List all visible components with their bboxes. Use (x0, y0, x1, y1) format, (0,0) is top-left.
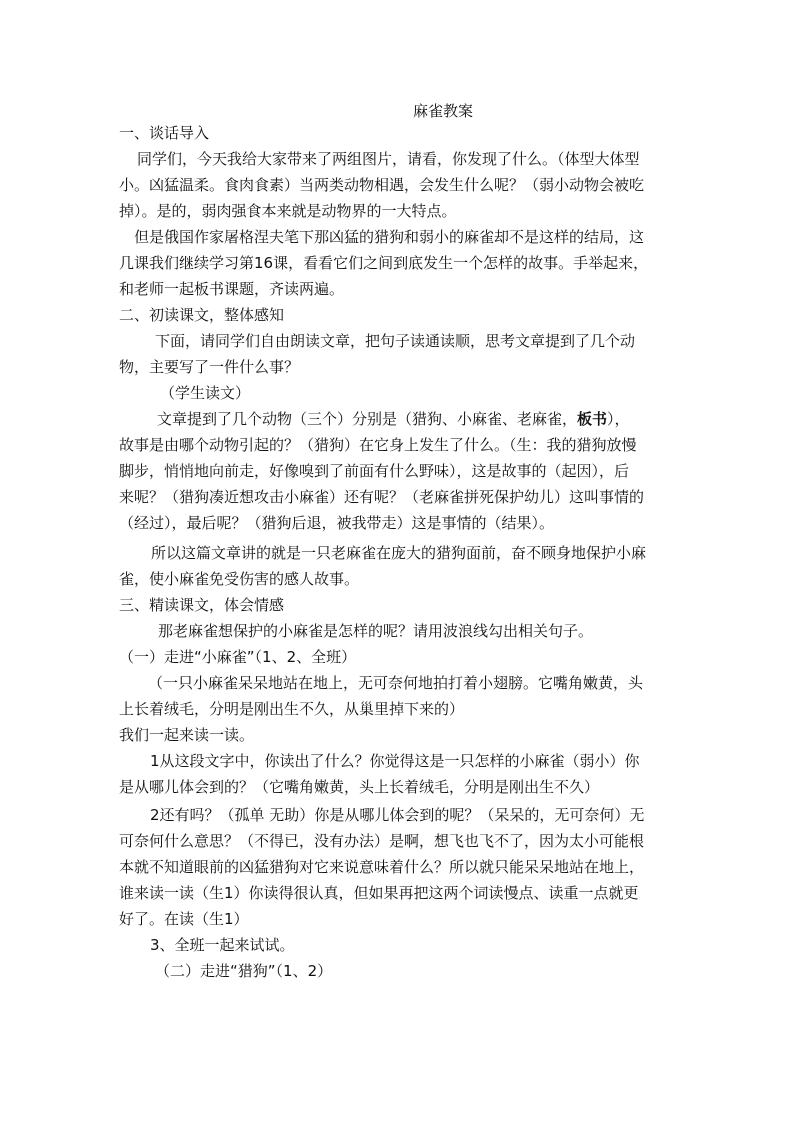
question-3: 3、全班一起来试试。 (150, 936, 295, 954)
animals-text: 文章提到了几个动物（三个）分别是（猎狗、小麻雀、老麻雀， (157, 410, 578, 428)
paragraph-intro-1-cont: 小。凶猛温柔。食肉食素）当两类动物相遇，会发生什么呢？（弱小动物会被吃 掉）。是的，弱肉强食本来就是动物界的一大特点。 (119, 176, 645, 220)
paragraph-summary-cont: 雀，使小麻雀免受伤害的感人故事。 (119, 570, 360, 588)
quote-passage-cont: 上长着绒毛，分明是刚出生不久，从巢里掉下来的） 我们一起来读一读。 (119, 700, 465, 744)
section-heading-2: 二、初读课文，整体感知 (119, 306, 285, 324)
paragraph-animals (157, 406, 630, 432)
paragraph-animals-cont: 故事是由哪个动物引起的？（猎狗）在它身上发生了什么。（生：我的猎狗放慢 脚步，悄悄地向前走，好像嗅到了前面有什么野味），这是故事的（起因），后 来呢？（猎狗凑近想攻击小麻雀）还有呢？（老麻雀拼死保护幼儿）这叫事情的 （经过），最后呢？（猎狗后退，被我带走）这是事情的（结果）。 (119, 436, 645, 532)
paragraph-read-1: 下面，请同学们自由朗读文章，把句子读通读顺，思考文章提到了几个动 (155, 332, 636, 350)
paragraph-intro-2: 但是俄国作家屠格涅夫笔下那凶猛的猎狗和弱小的麻雀却不是这样的结局，这 (134, 228, 645, 246)
paragraph-read-1-cont: 物，主要写了一件什么事？ (119, 358, 300, 376)
question-2-cont: 可奈何什么意思？（不得已，没有办法）是啊，想飞也飞不了，因为太小可能根 本就不知道眼前的凶猛猎狗对它来说意味着什么？所以就只能呆呆地站在地上， 谁来读一读（生1）你读得很认真，但如果再把这两个词读慢点、读重一点就更 好了。在读（生1） (119, 832, 645, 928)
subsection-heading-2: （二）走进“猎狗”（1、2） (155, 962, 333, 980)
paragraph-intro-2-cont: 几课我们继续学习第16课，看看它们之间到底发生一个怎样的故事。手举起来， 和老师一起板书课题，齐读两遍。 (119, 254, 649, 298)
animals-text-end: ）， (607, 410, 630, 428)
section-heading-1: 一、谈话导入 (119, 124, 210, 142)
question-1: 1从这段文字中，你读出了什么？你觉得这是一只怎样的小麻雀（弱小）你 (150, 752, 640, 770)
paragraph-intro-1: 同学们，今天我给大家带来了两组图片，请看，你发现了什么。（体型大体型 (137, 150, 640, 168)
paragraph-question-intro: 那老麻雀想保护的小麻雀是怎样的呢？请用波浪线勾出相关句子。 (158, 622, 594, 640)
section-heading-3: 三、精读课文，体会情感 (119, 596, 285, 614)
paragraph-student-reading: （学生读文） (160, 384, 251, 402)
board-writing-bold: 板书 (577, 410, 608, 428)
page-title: 麻雀教案 (413, 102, 474, 120)
paragraph-summary: 所以这篇文章讲的就是一只老麻雀在庞大的猎狗面前，奋不顾身地保护小麻 (151, 544, 647, 562)
question-1-cont: 是从哪儿体会到的？（它嘴角嫩黄，头上长着绒毛，分明是刚出生不久） (119, 778, 600, 796)
quote-passage: （一只小麻雀呆呆地站在地上，无可奈何地拍打着小翅膀。它嘴角嫩黄，头 (148, 674, 644, 692)
question-2: 2还有吗？（孤单 无助）你是从哪儿体会到的呢？（呆呆的，无可奈何）无 (150, 806, 645, 824)
subsection-heading-1: （一）走进“小麻雀”（1、2、全班） (119, 648, 357, 666)
